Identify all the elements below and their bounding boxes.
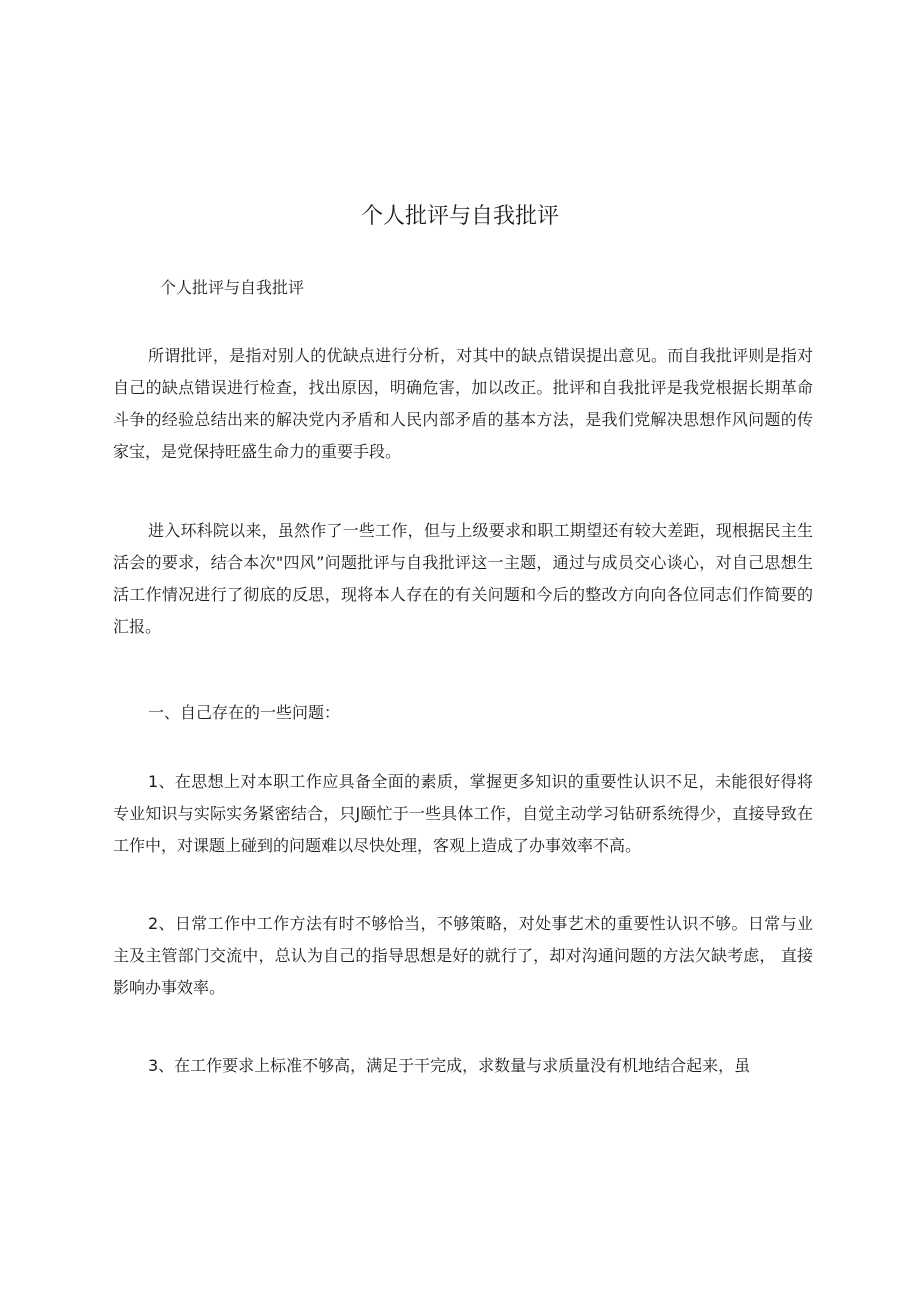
paragraph-definition: 所谓批评，是指对别人的优缺点进行分析，对其中的缺点错误提出意见。而自我批评则是指对自己的缺点错误进行检查，找出原因，明确危害，加以改正。批评和自我批评是我党根据长期革命斗争的经验总结出来的解决党内矛盾和人民内部矛盾的基本方法，是我们党解决思想作风问题的传家宝，是党保持旺盛生命力的重要手段。 [113, 346, 813, 461]
paragraph-problem-2: 2、日常工作中工作方法有时不够恰当，不够策略，对处事艺术的重要性认识不够。日常与业主及主管部门交流中，总认为自己的指导思想是好的就行了，却对沟通问题的方法欠缺考虑， 直接影响办事效率。 [113, 914, 813, 997]
paragraph-problem-3: 3、在工作要求上标准不够高，满足于干完成，求数量与求质量没有机地结合起来，虽 [148, 1056, 751, 1075]
paragraph-problem-1: 1、在思想上对本职工作应具备全面的素质，掌握更多知识的重要性认识不足，未能很好得将专业知识与实际实务紧密结合，只J颐忙于一些具体工作，自觉主动学习钻研系统得少，直接导致在工作中，对课题上碰到的问题难以尽快处理，客观上造成了办事效率不高。 [113, 772, 813, 855]
paragraph-introduction: 进入环科院以来，虽然作了一些工作，但与上级要求和职工期望还有较大差距，现根据民主生活会的要求，结合本次"四风”问题批评与自我批评这一主题，通过与成员交心谈心，对自己思想生活工作情况进行了彻底的反思，现将本人存在的有关问题和今后的整改方向向各位同志们作简要的汇报。 [113, 521, 813, 636]
document-subtitle: 个人批评与自我批评 [160, 278, 305, 297]
section-heading-problems: 一、自己存在的一些问题： [148, 703, 341, 722]
document-title: 个人批评与自我批评 [360, 204, 559, 229]
